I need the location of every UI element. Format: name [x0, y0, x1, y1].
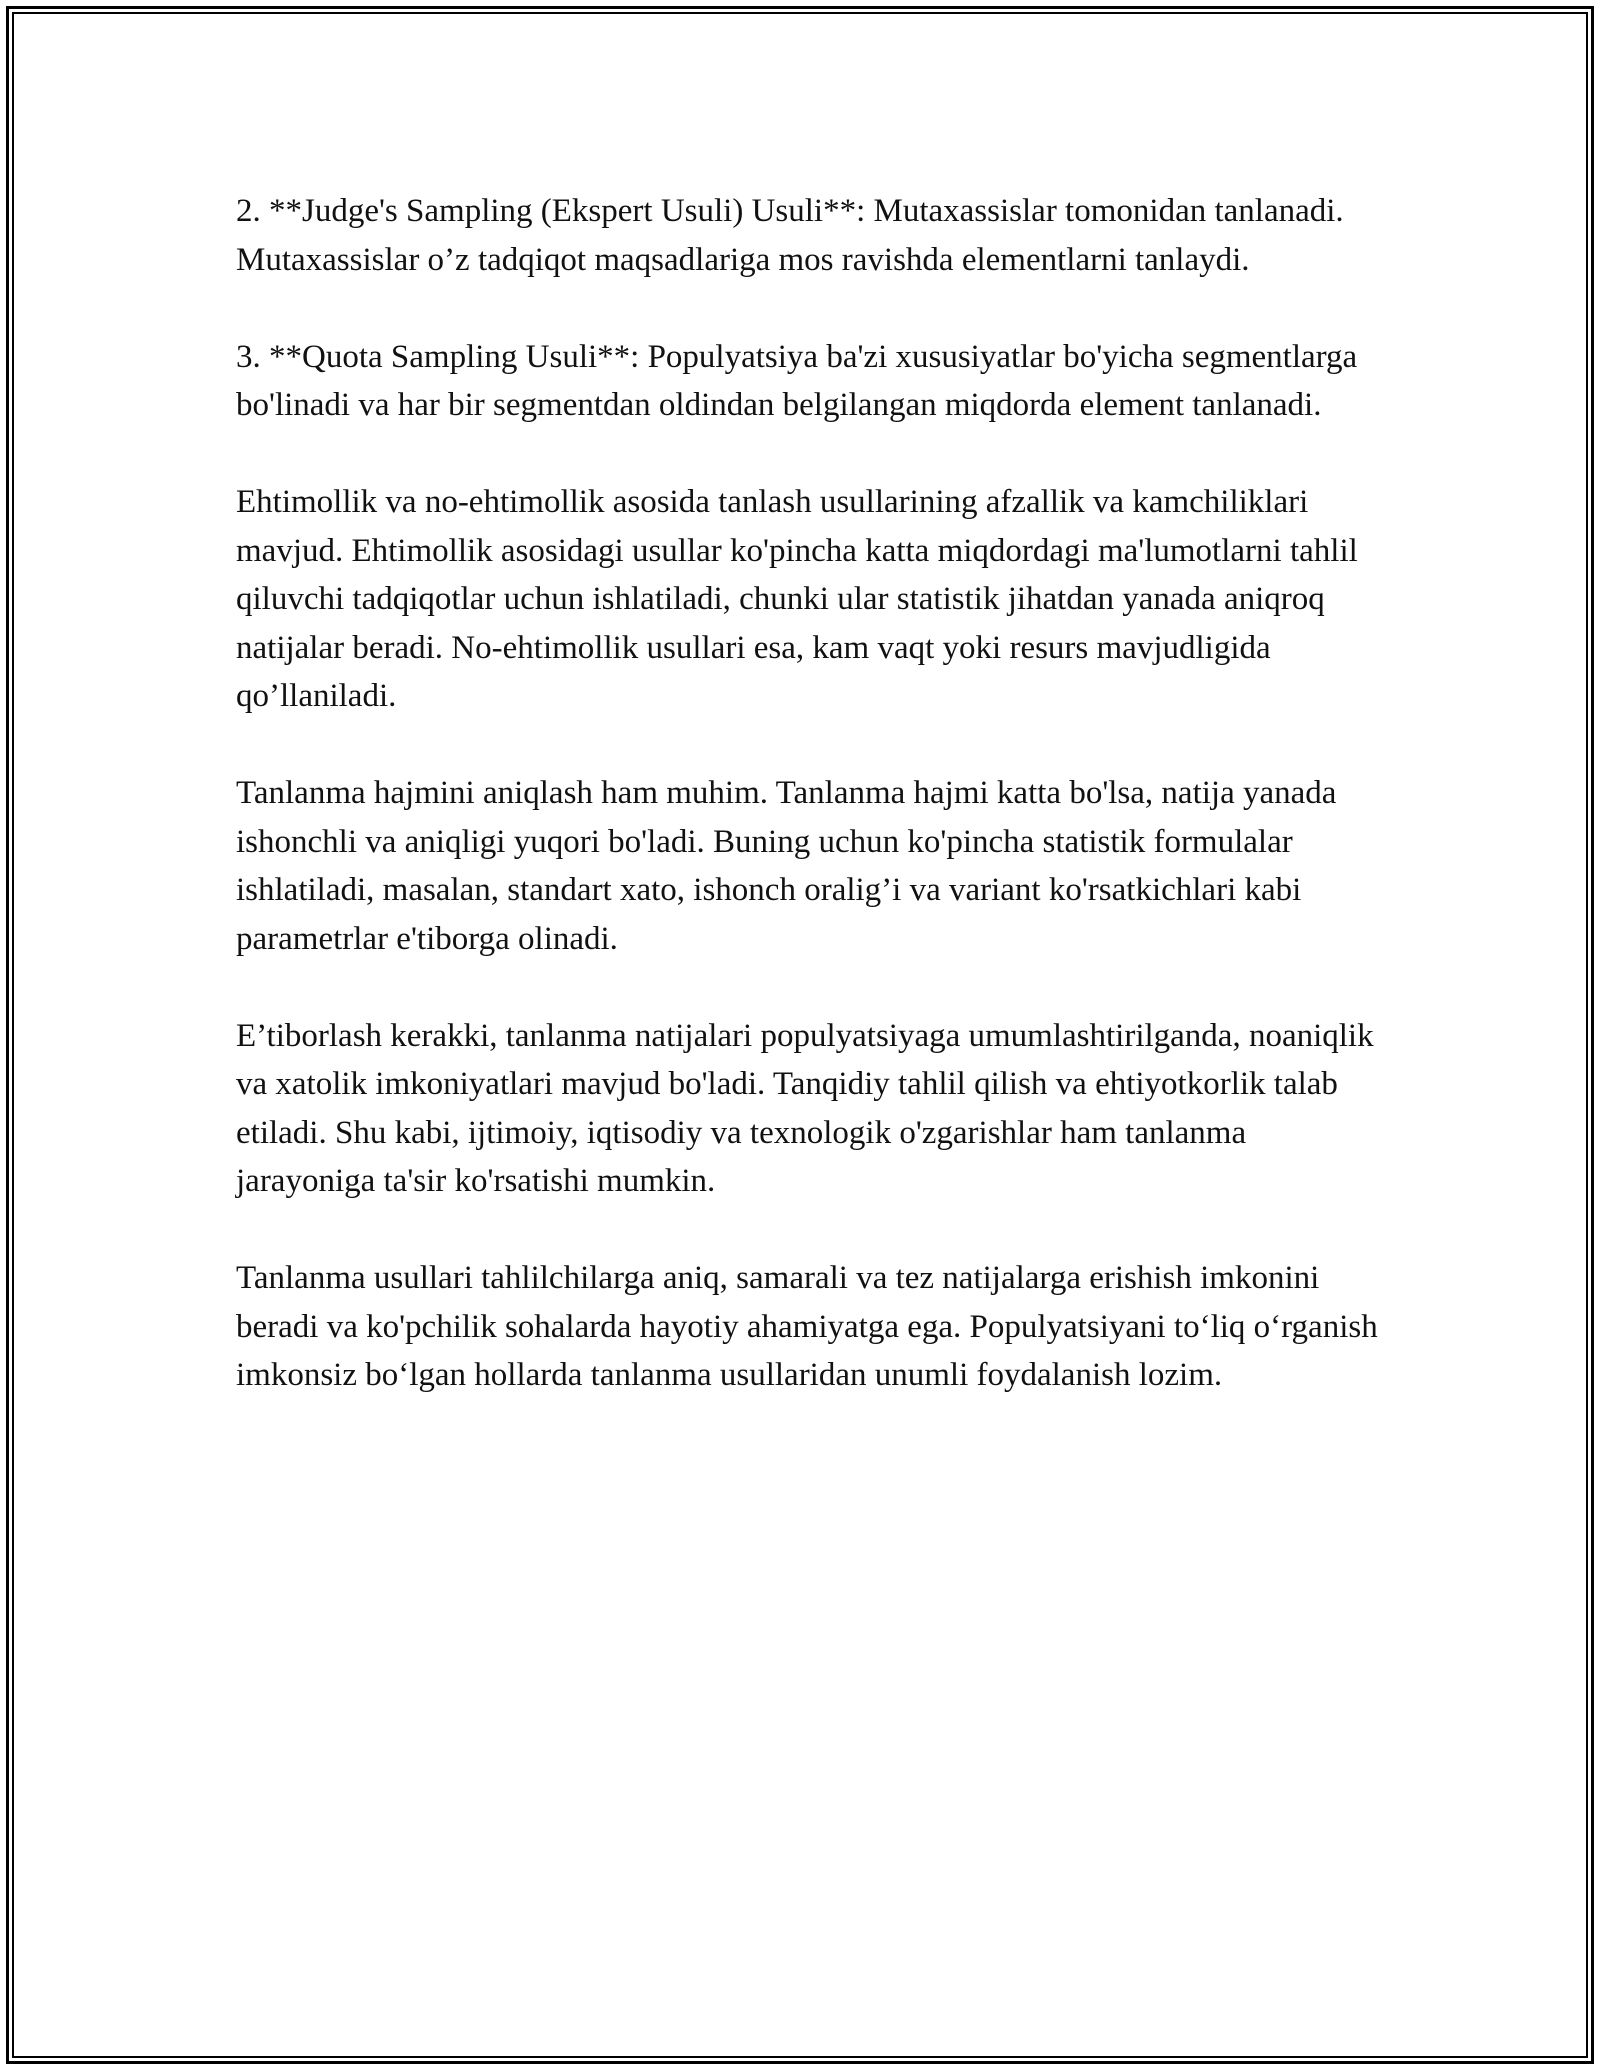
paragraph-conclusion: Tanlanma usullari tahlilchilarga aniq, samarali va tez natijalarga erishish imkonini beradi va ko'pchilik sohalarda hayotiy ahamiyatga ega. Populyatsiyani to‘liq o‘rganish imkonsiz bo‘lgan hollarda tanlanma usullaridan unumli foydalanish lozim. — [236, 1260, 1378, 1393]
paragraph-generalization: E’tiborlash kerakki, tanlanma natijalari populyatsiyaga umumlashtirilganda, noaniqlik va xatolik imkoniyatlari mavjud bo'ladi. Tanqidiy tahlil qilish va ehtiyotkorlik talab etiladi. Shu kabi, ijtimoiy, iqtisodiy va texnologik o'zgarishlar ham tanlanma jarayoniga ta'sir ko'rsatishi mumkin. — [236, 1017, 1374, 1199]
document-body — [236, 187, 1386, 1448]
paragraph-probability-methods: Ehtimollik va no-ehtimollik asosida tanlash usullarining afzallik va kamchiliklari mavjud. Ehtimollik asosidagi usullar ko'pincha katta miqdordagi ma'lumotlarni tahlil qiluvchi tadqiqotlar uchun ishlatiladi, chunki ular statistik jihatdan yanada aniqroq natijalar beradi. No-ehtimollik usullari esa, kam vaqt yoki resurs mavjudligida qo’llaniladi. — [236, 484, 1358, 714]
paragraph-sample-size: Tanlanma hajmini aniqlash ham muhim. Tanlanma hajmi katta bo'lsa, natija yanada ishonchli va aniqligi yuqori bo'ladi. Buning uchun ko'pincha statistik formulalar ishlatiladi, masalan, standart xato, ishonch oralig’i va variant ko'rsatkichlari kabi parametrlar e'tiborga olinadi. — [236, 775, 1337, 957]
paragraph-judge-sampling: 2. **Judge's Sampling (Ekspert Usuli) Usuli**: Mutaxassislar tomonidan tanlanadi. Mutaxassislar o’z tadqiqot maqsadlariga mos ravishda elementlarni tanlaydi. — [236, 193, 1344, 278]
paragraph-quota-sampling: 3. **Quota Sampling Usuli**: Populyatsiya ba'zi xususiyatlar bo'yicha segmentlarga bo'linadi va har bir segmentdan oldindan belgilangan miqdorda element tanlanadi. — [236, 338, 1358, 423]
